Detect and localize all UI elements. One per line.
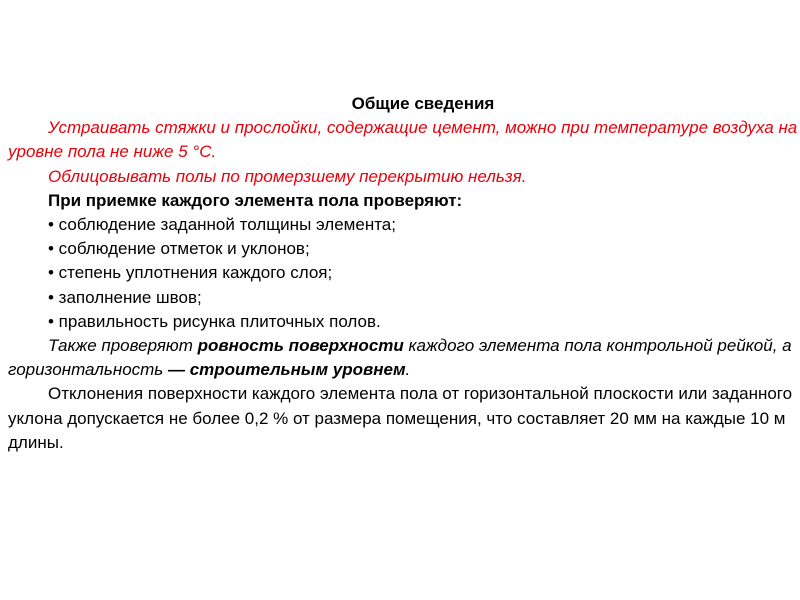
check-item: • правильность рисунка плиточных полов.: [48, 311, 381, 331]
check-item: • степень уплотнения каждого слоя;: [48, 263, 333, 283]
check-item: • соблюдение отметок и уклонов;: [48, 239, 310, 259]
surface-evenness: ровность поверхности: [197, 336, 404, 356]
slide-title: Общие сведения: [351, 94, 495, 113]
check-heading: При приемке каждого элемента пола проверяют:: [48, 190, 463, 210]
deviation-paragraph: Отклонения поверхности каждого элемента пола от горизонтальной плоскости или заданного уклона допускается не более 0,2 % от размера помещения, что составляет 20 мм на каждые 10 м длины.: [8, 384, 793, 452]
slide-content: [8, 92, 798, 455]
temperature-rule: Устраивать стяжки и прослойки, содержащие цемент, можно при температуре воздуха на уровне пола не ниже 5 °С.: [8, 118, 798, 162]
check-item: • заполнение швов;: [48, 287, 202, 307]
period: .: [405, 360, 411, 380]
also-text-2: каждого элемента пола контрольной рейкой, а горизонтальность: [8, 336, 792, 380]
also-check-paragraph: [8, 334, 798, 382]
building-level: — строительным уровнем: [167, 360, 406, 380]
also-text: Также проверяют: [48, 336, 198, 356]
check-item: • соблюдение заданной толщины элемента;: [48, 215, 396, 235]
frozen-floor-rule: Облицовывать полы по промерзшему перекрытию нельзя.: [48, 166, 527, 186]
